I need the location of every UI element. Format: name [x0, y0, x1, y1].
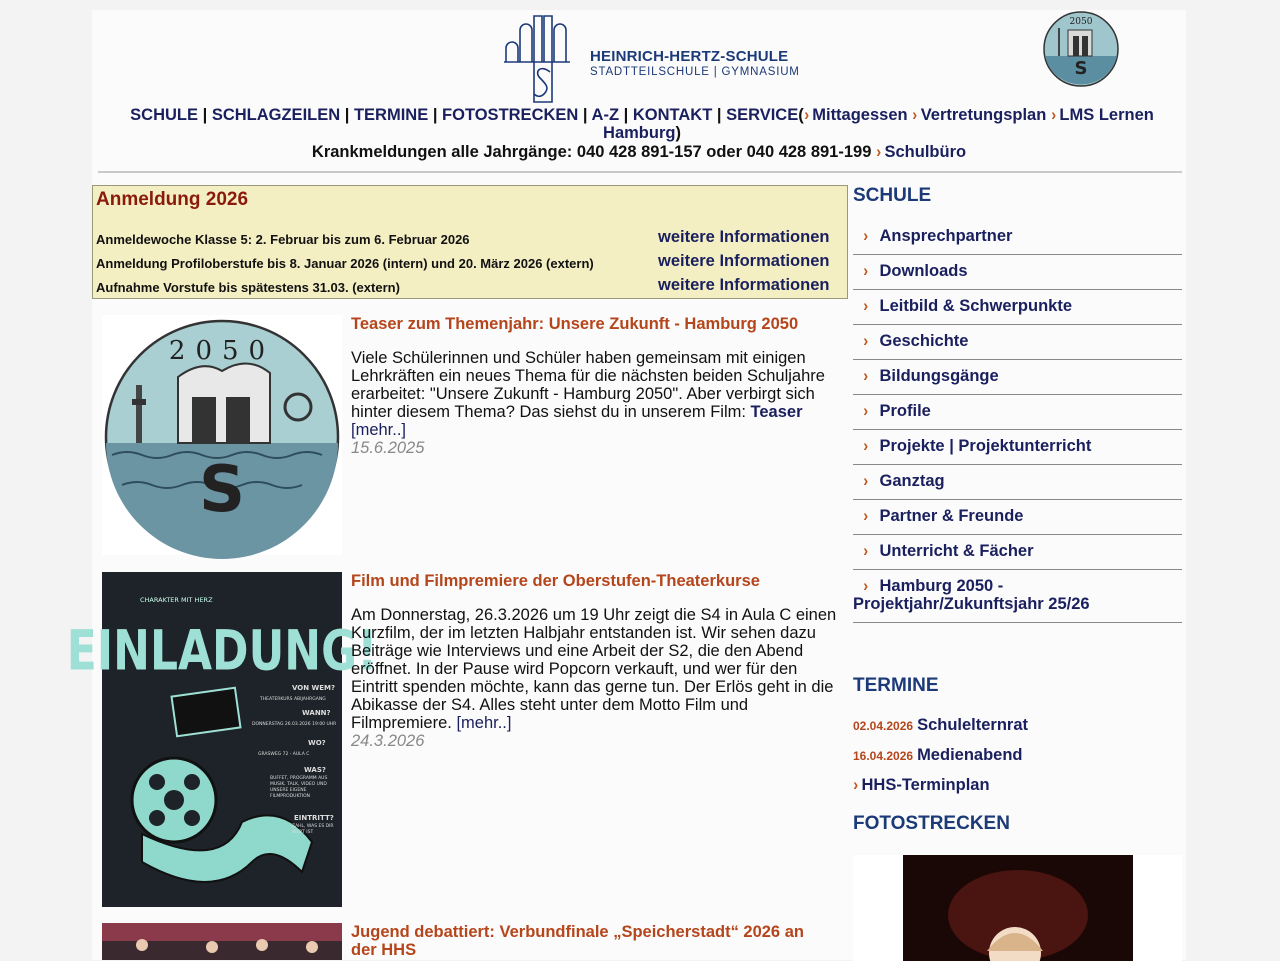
nav-separator: | [582, 106, 588, 124]
terminplan-link[interactable]: HHS-Terminplan [861, 776, 990, 794]
anmeldung-row-text: Anmeldewoche Klasse 5: 2. Februar bis zum 6. Februar 2026 [96, 232, 470, 247]
nav-service[interactable]: SERVICE [726, 106, 799, 124]
sidebar-item-label: Projekte | Projektunterricht [879, 437, 1092, 455]
nav-vertretungsplan[interactable]: Vertretungsplan [920, 106, 1047, 124]
schulbuero-link[interactable]: Schulbüro [884, 143, 967, 161]
sidebar-item-label: Ganztag [879, 472, 945, 490]
chevron-right-icon: › [863, 507, 869, 525]
sidebar-item-label: Partner & Freunde [879, 507, 1024, 525]
chevron-right-icon: › [804, 106, 809, 124]
teaser-link[interactable]: Teaser [750, 403, 803, 421]
anmeldung-row [96, 276, 842, 298]
poster-q3: WO? [308, 739, 326, 747]
anmeldung-row [96, 252, 842, 274]
sick-note-text: Krankmeldungen alle Jahrgänge: 040 428 891-157 oder 040 428 891-199 [311, 143, 872, 161]
chevron-right-icon: › [863, 332, 869, 350]
image-year-text: 2050 [168, 336, 276, 366]
terminplan-item[interactable] [853, 776, 990, 795]
chevron-right-icon: › [863, 297, 869, 315]
nav-schlagzeilen[interactable]: SCHLAGZEILEN [211, 106, 341, 124]
main-nav [122, 106, 1162, 142]
sidebar-item-label: Ansprechpartner [879, 227, 1013, 245]
chevron-right-icon: › [912, 106, 918, 124]
sidebar-item-label: Downloads [879, 262, 968, 280]
termin-label[interactable]: Medienabend [917, 746, 1023, 764]
poster-q2: WANN? [302, 709, 331, 717]
article-body [351, 606, 848, 750]
nav-separator: | [716, 106, 722, 124]
termin-label[interactable]: Schulelternrat [917, 716, 1029, 734]
sidebar-item-projekte[interactable] [853, 433, 1182, 465]
more-link[interactable]: [mehr..] [351, 421, 407, 439]
chevron-right-icon: › [863, 262, 869, 280]
sidebar-item-hamburg-2050[interactable] [853, 573, 1182, 623]
sidebar-item-label: Geschichte [879, 332, 969, 350]
article-text: Am Donnerstag, 26.3.2026 um 19 Uhr zeigt die S4 in Aula C einen Kurzfilm, der im letzten Halbjahr entstanden ist. Wir sehen dazu Beiträge wie Interviews und eine Arbeit der S2, die den Abend eröffnet. In der Pause wird Popcorn verkauft, und wer für den Eintritt spenden möchte, kann das gerne tun. Der Erlös geht in die Abikasse der S4. Alles steht unter dem Motto Film und Filmpremiere. [351, 606, 837, 732]
nav-kontakt[interactable]: KONTAKT [632, 106, 713, 124]
nav-separator: | [623, 106, 629, 124]
badge-year: 2050 [1069, 17, 1093, 27]
poster-q4: WAS? [304, 766, 326, 774]
poster-q1: VON WEM? [292, 684, 336, 692]
anmeldung-row [96, 228, 842, 250]
chevron-right-icon: › [863, 542, 869, 560]
einladung-poster-image[interactable] [66, 572, 378, 907]
sidebar-item-geschichte[interactable] [853, 328, 1182, 360]
chevron-right-icon: › [863, 402, 869, 420]
nav-fotostrecken[interactable]: FOTOSTRECKEN [442, 106, 579, 124]
fotostrecke-image[interactable] [853, 855, 1182, 961]
sidebar-item-label: Leitbild & Schwerpunkte [879, 297, 1073, 315]
chevron-right-icon: › [1051, 106, 1057, 124]
schule-heading: SCHULE [853, 185, 932, 206]
school-name: HEINRICH-HERTZ-SCHULE [590, 48, 789, 65]
poster-a2: DONNERSTAG 26.03.2026 19:00 UHR [252, 722, 337, 727]
page [66, 10, 1186, 960]
anmeldung-row-text: Aufnahme Vorstufe bis spätestens 31.03. (extern) [96, 280, 400, 295]
paren-close: ) [675, 124, 681, 142]
anmeldung-row-text: Anmeldung Profiloberstufe bis 8. Januar 2026 (intern) und 20. März 2026 (extern) [96, 256, 594, 271]
sidebar-item-partner[interactable] [853, 503, 1182, 535]
termin-date: 16.04.2026 [853, 749, 914, 763]
poster-a5: ZAHL, WAS ES DIR WERT IST [292, 824, 334, 835]
more-link[interactable]: [mehr..] [456, 714, 512, 732]
jugend-debattiert-image[interactable] [102, 923, 342, 960]
sidebar-item-ganztag[interactable] [853, 468, 1182, 500]
chevron-right-icon: › [876, 143, 882, 161]
weitere-informationen-link[interactable]: weitere Informationen [658, 276, 830, 294]
termine-heading: TERMINE [853, 675, 939, 696]
chevron-right-icon: › [863, 437, 869, 455]
svg-text:S: S [1074, 58, 1088, 79]
poster-q5: EINTRITT? [294, 814, 334, 822]
weitere-informationen-link[interactable]: weitere Informationen [658, 252, 830, 270]
sidebar-item-bildungsgaenge[interactable] [853, 363, 1182, 395]
nav-schule[interactable]: SCHULE [130, 106, 198, 124]
termin-item[interactable] [853, 716, 1028, 735]
school-logo[interactable] [504, 14, 800, 106]
school-logo-mark [504, 14, 584, 106]
chevron-right-icon: › [853, 776, 859, 794]
nav-termine[interactable]: TERMINE [353, 106, 429, 124]
sick-note-line [92, 143, 1186, 162]
termin-date: 02.04.2026 [853, 719, 914, 733]
chevron-right-icon: › [863, 367, 869, 385]
nav-separator: | [344, 106, 350, 124]
weitere-informationen-link[interactable]: weitere Informationen [658, 228, 830, 246]
sidebar-item-unterricht[interactable] [853, 538, 1182, 570]
nav-lms-lernen-hamburg[interactable]: LMS Lernen Hamburg [603, 106, 1154, 142]
sidebar-item-downloads[interactable] [853, 258, 1182, 290]
school-subtitle: STADTTEILSCHULE | GYMNASIUM [590, 66, 800, 78]
article-date: 24.3.2026 [351, 732, 425, 750]
nav-mittagessen[interactable]: Mittagessen [812, 106, 908, 124]
header-divider [98, 171, 1182, 173]
poster-headline: EINLADUNG! [66, 618, 378, 683]
poster-a3: GRASWEG 72 - AULA C [258, 752, 310, 757]
sidebar-item-profile[interactable] [853, 398, 1182, 430]
sidebar-item-label: Hamburg 2050 - Projektjahr/Zukunftsjahr 25/26 [853, 577, 1090, 613]
article-text: Viele Schülerinnen und Schüler haben gemeinsam mit einigen Lehrkräften ein neues Thema für die nächsten beiden Schuljahre erarbeitet: "Unsere Zukunft - Hamburg 2050". Aber verbirgt sich hinter diesem Thema? Das siehst du in unserem Film: [351, 349, 825, 421]
nav-separator: | [432, 106, 438, 124]
hamburg-2050-image[interactable] [102, 315, 342, 555]
article-title[interactable]: Teaser zum Themenjahr: Unsere Zukunft - Hamburg 2050 [351, 315, 799, 333]
paren-open: ( [798, 106, 804, 124]
anmeldung-box [92, 185, 848, 299]
sidebar-item-ansprechpartner[interactable] [853, 223, 1182, 255]
sidebar-item-label: Unterricht & Fächer [879, 542, 1034, 560]
svg-text:S: S [198, 453, 246, 527]
nav-separator: | [202, 106, 208, 124]
termin-item[interactable] [853, 746, 1023, 765]
sidebar-item-leitbild[interactable] [853, 293, 1182, 325]
article-title[interactable]: Film und Filmpremiere der Oberstufen-Theaterkurse [351, 572, 760, 590]
nav-a-z[interactable]: A-Z [591, 106, 620, 124]
sidebar-item-label: Profile [879, 402, 931, 420]
chevron-right-icon: › [863, 472, 869, 490]
article-title[interactable]: Jugend debattiert: Verbundfinale „Speicherstadt“ 2026 an der HHS [351, 923, 804, 959]
chevron-right-icon: › [863, 577, 869, 595]
sidebar-item-label: Bildungsgänge [879, 367, 999, 385]
poster-a4: BUFFET, PROGRAMM AUS MUSIK, TALK, VIDEO UND UNSERE EIGENE FILMPRODUKTION [270, 776, 328, 799]
poster-top-text: CHARAKTER MIT HERZ [140, 596, 213, 604]
chevron-right-icon: › [863, 227, 869, 245]
article-date: 15.6.2025 [351, 439, 425, 457]
poster-a1: THEATERKURS ABIJAHRGANG [260, 697, 326, 702]
fotostrecken-heading: FOTOSTRECKEN [853, 813, 1010, 834]
hamburg-2050-badge[interactable] [1042, 10, 1120, 88]
anmeldung-title: Anmeldung 2026 [96, 189, 249, 210]
article-body [351, 349, 848, 457]
